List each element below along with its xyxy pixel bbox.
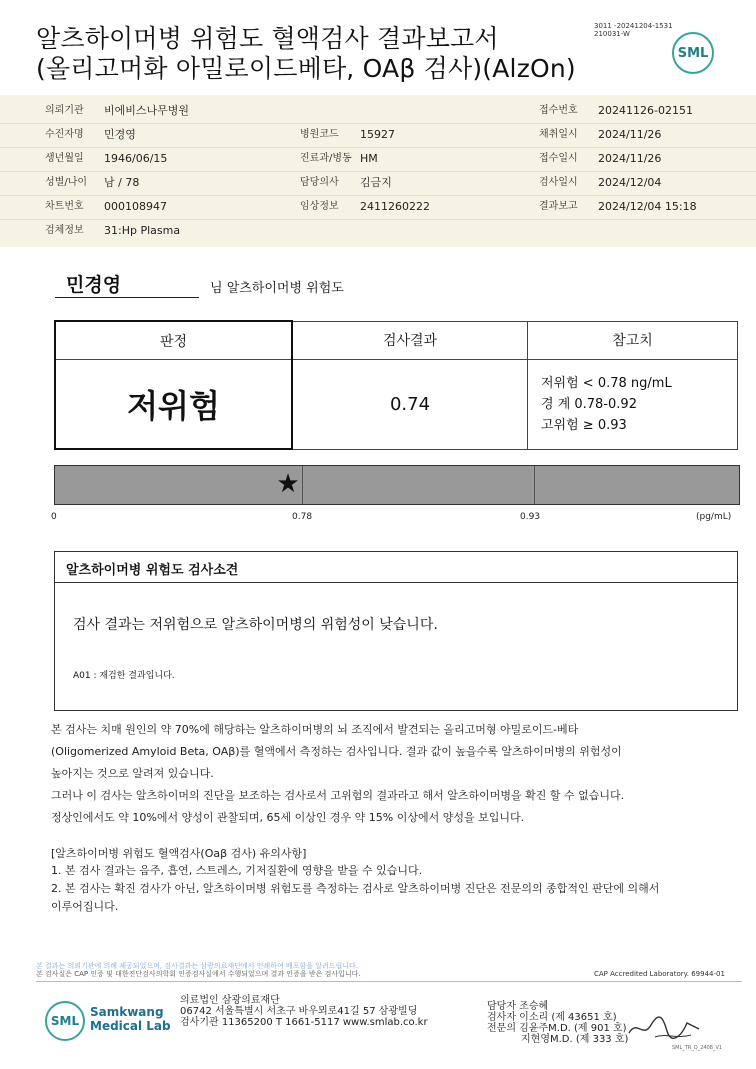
result-table-header	[55, 321, 738, 360]
footer-note-2: 본 검사실은 CAP 인증 및 대한진단검사의학회 인증검사실에서 수행되었으며 결과 인증을 받은 검사입니다.	[36, 970, 361, 978]
scale-tick-078: 0.78	[292, 512, 313, 522]
signature-icon	[625, 1013, 705, 1043]
col-judgement: 판정	[55, 321, 292, 360]
description-line-3: 높아지는 것으로 알려져 있습니다.	[51, 767, 214, 780]
footer-staff-1: 담당자 조승혜	[487, 1001, 549, 1012]
birth-value: 1946/06/15	[104, 152, 168, 165]
requester-value: 비에비스나무병원	[104, 104, 190, 117]
description-line-2: (Oligomerized Amyloid Beta, OAβ)를 혈액에서 측정하는 검사입니다. 결과 값이 높을수록 알츠하이머병의 위험성이	[51, 745, 622, 758]
patient-heading-suffix: 님 알츠하이머병 위험도	[210, 281, 344, 296]
footer-sml-logo: SML	[45, 1001, 85, 1041]
opinion-note: A01 : 재검한 결과입니다.	[73, 671, 175, 681]
info-row-4	[0, 171, 756, 196]
dept-value: HM	[360, 152, 378, 165]
report-label: 결과보고	[539, 201, 578, 212]
doc-code-line1: 3011 -20241204-1531	[594, 22, 673, 30]
chart-no-label: 차트번호	[45, 201, 84, 212]
chart-no-value: 000108947	[104, 200, 167, 213]
scale-divider-high	[534, 466, 535, 504]
clinical-label: 임상정보	[300, 201, 339, 212]
cap-accreditation: CAP Accredited Laboratory. 69944-01	[594, 970, 725, 978]
test-date-value: 2024/12/04	[598, 176, 662, 189]
reference-lines	[529, 373, 736, 436]
birth-label: 생년월일	[45, 153, 84, 164]
description-line-5: 정상인에서도 약 10%에서 양성이 관찰되며, 65세 이상인 경우 약 15% 이상에서 양성을 보입니다.	[51, 811, 525, 824]
patient-value: 민경영	[104, 128, 136, 141]
result-table	[54, 320, 738, 450]
info-row-1	[0, 99, 756, 124]
opinion-main: 검사 결과는 저위험으로 알츠하이머병의 위험성이 낮습니다.	[73, 617, 438, 633]
caution-item-2: 2. 본 검사는 확진 검사가 아닌, 알츠하이머병 위험도를 측정하는 검사로 알츠하이머병 진단은 전문의의 종합적인 판단에 의해서	[51, 882, 660, 895]
report-title-line2: (올리고머화 아밀로이드베타, OAβ 검사)(AlzOn)	[36, 54, 576, 83]
scale-tick-093: 0.93	[520, 512, 541, 522]
judgement-value: 저위험	[55, 360, 292, 450]
collect-date-value: 2024/11/26	[598, 128, 662, 141]
sex-age-value: 남 / 78	[104, 176, 140, 189]
brand-line-1: Samkwang	[90, 1005, 164, 1019]
report-value: 2024/12/04 15:18	[598, 200, 697, 213]
footer-addr-2: 06742 서울특별시 서초구 바우뫼로41길 57 삼광빌딩	[180, 1006, 418, 1017]
scale-unit: (pg/mL)	[696, 512, 732, 522]
scale-tick-0: 0	[51, 512, 57, 522]
collect-date-label: 채취일시	[539, 129, 578, 140]
footer-brand	[90, 1005, 171, 1033]
name-underline	[55, 297, 199, 298]
info-row-5	[0, 195, 756, 220]
footer-staff-2: 검사자 이소리 (제 43651 호)	[487, 1012, 617, 1023]
caution-item-3: 이루어집니다.	[51, 900, 119, 913]
ref-low: 저위험 < 0.78 ng/mL	[541, 375, 672, 391]
star-icon: ★	[276, 469, 300, 499]
patient-name-heading: 민경영	[66, 274, 122, 296]
clinical-value: 2411260222	[360, 200, 430, 213]
opinion-title: 알츠하이머병 위험도 검사소견	[66, 563, 239, 578]
description-line-1: 본 검사는 치매 원인의 약 70%에 해당하는 알츠하이머병의 뇌 조직에서 발견되는 올리고머형 아밀로이드-베타	[51, 723, 579, 736]
footer-addr-1: 의료법인 삼광의료재단	[180, 995, 280, 1006]
hospital-code-label: 병원코드	[300, 129, 339, 140]
caution-title: [알츠하이머병 위험도 혈액검사(Oaβ 검사) 유의사항]	[51, 847, 307, 860]
col-result: 검사결과	[292, 321, 528, 360]
description-line-4: 그러나 이 검사는 알츠하이머의 진단을 보조하는 검사로서 고위험의 결과라고 해서 알츠하이머병을 확진 할 수 없습니다.	[51, 789, 625, 802]
patient-label: 수진자명	[45, 129, 84, 140]
receipt-date-label: 접수일시	[539, 153, 578, 164]
dept-label: 진료과/병동	[300, 153, 352, 164]
info-row-2	[0, 123, 756, 148]
receipt-no-label: 접수번호	[539, 105, 578, 116]
report-title-line1: 알츠하이머병 위험도 혈액검사 결과보고서	[36, 24, 499, 53]
sex-age-label: 성별/나이	[45, 177, 88, 188]
form-code: SML_TR_Q_2408_V1	[672, 1045, 723, 1051]
brand-line-2: Medical Lab	[90, 1019, 171, 1033]
doc-code-line2: 210031-W	[594, 30, 630, 38]
caution-item-1: 1. 본 검사 결과는 음주, 흡연, 스트레스, 기저질환에 영향을 받을 수 있습니다.	[51, 864, 423, 877]
receipt-date-value: 2024/11/26	[598, 152, 662, 165]
hospital-code-value: 15927	[360, 128, 395, 141]
opinion-title-bar	[55, 552, 737, 583]
footer-addr-3: 검사기관 11365200 T 1661-5117 www.smlab.co.kr	[180, 1017, 428, 1028]
patient-info-panel	[0, 95, 756, 247]
ref-mid: 경 계 0.78-0.92	[541, 396, 637, 412]
col-reference: 참고치	[528, 321, 738, 360]
footer-note-1: 본 결과는 의뢰기관에 의해 제공되었으며, 검사결과는 삼광의료재단에서 인쇄하여 배포함을 알려드립니다.	[36, 962, 359, 970]
result-value: 0.74	[292, 360, 528, 450]
footer-staff-4: 지현영M.D. (제 333 호)	[521, 1034, 629, 1045]
test-date-label: 검사일시	[539, 177, 578, 188]
doctor-label: 담당의사	[300, 177, 339, 188]
footer-staff-3: 전문의 김윤주M.D. (제 901 호)	[487, 1023, 627, 1034]
opinion-box	[54, 551, 738, 711]
result-table-row	[55, 360, 738, 450]
risk-scale-bar	[54, 465, 740, 505]
specimen-value: 31:Hp Plasma	[104, 224, 181, 237]
info-row-3	[0, 147, 756, 172]
doc-code	[594, 22, 673, 38]
scale-divider-low	[302, 466, 303, 504]
requester-label: 의뢰기관	[45, 105, 84, 116]
info-row-6	[0, 219, 756, 243]
doctor-value: 김금지	[360, 176, 392, 189]
ref-high: 고위험 ≥ 0.93	[541, 417, 627, 433]
footer-divider	[36, 981, 742, 982]
sml-logo: SML	[672, 32, 714, 74]
receipt-no-value: 20241126-02151	[598, 104, 693, 117]
specimen-label: 검체정보	[45, 225, 84, 236]
reference-cell	[528, 360, 738, 450]
